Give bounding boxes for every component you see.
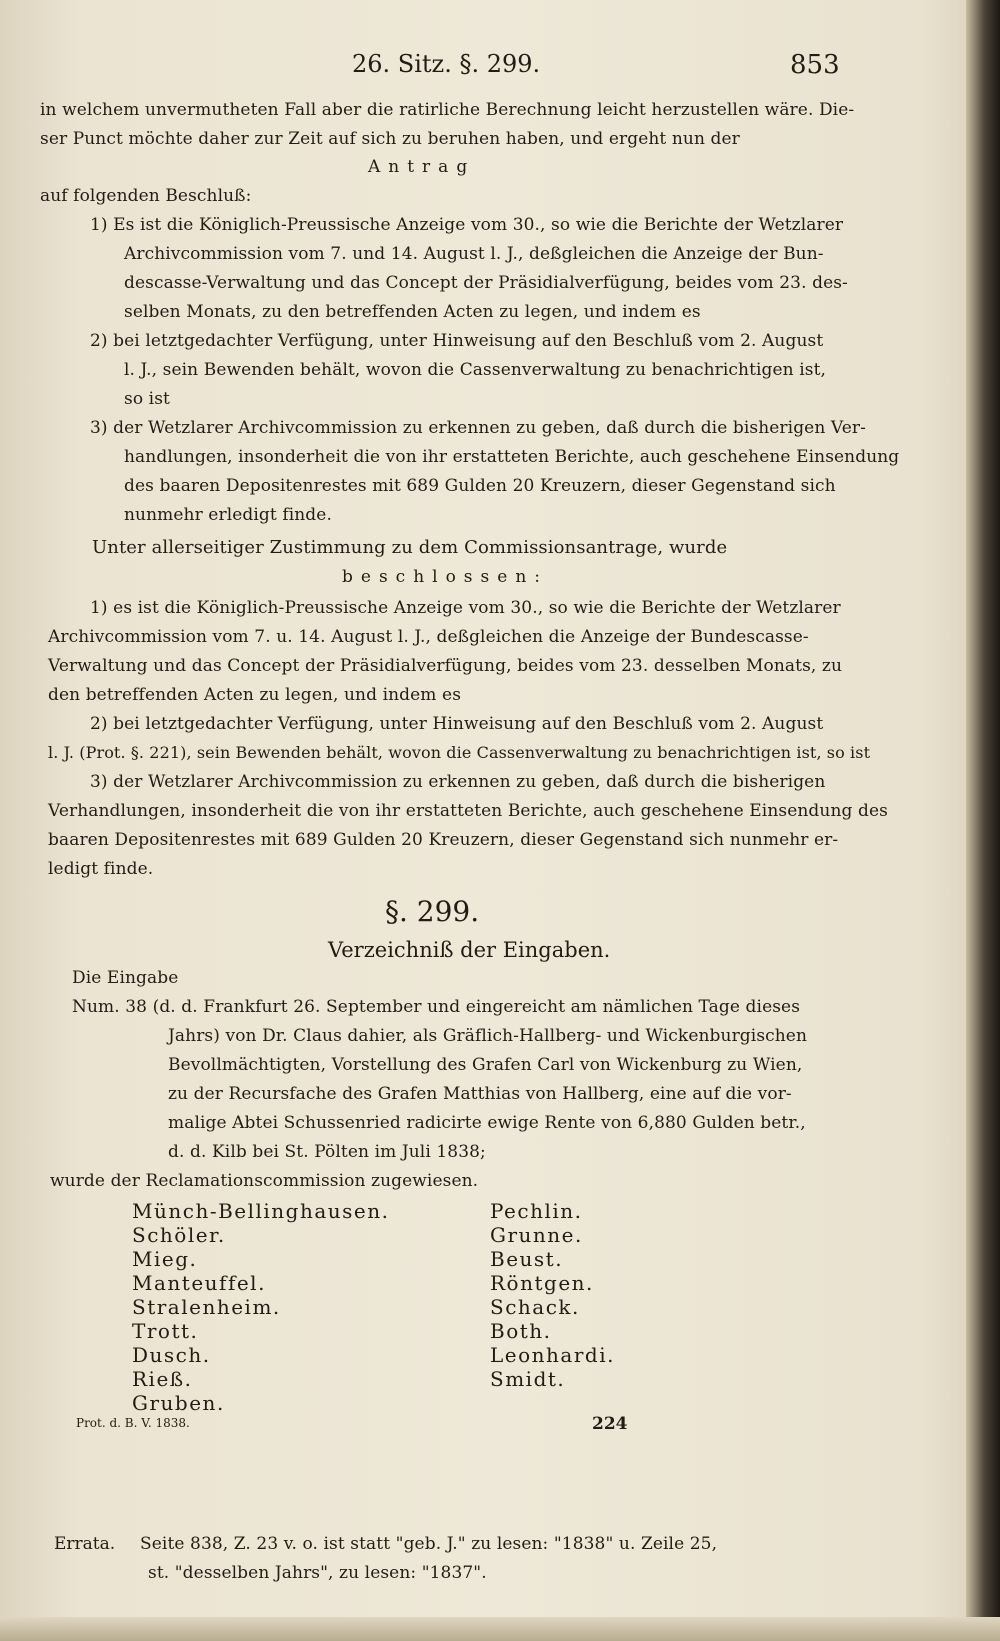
text-line: wurde der Reclamationscommission zugewiesen.: [50, 1171, 479, 1191]
text-line: zu der Recursfache des Grafen Matthias von Hallberg, eine auf die vor-: [168, 1084, 792, 1104]
signatory-name: Münch-Bellinghausen.: [132, 1199, 390, 1223]
text-line: den betreffenden Acten zu legen, und indem es: [48, 685, 462, 705]
text-line: Archivcommission vom 7. und 14. August l. J., deßgleichen die Anzeige der Bun-: [124, 244, 824, 264]
signatory-name: Gruben.: [132, 1391, 225, 1415]
signatory-name: Mieg.: [132, 1247, 198, 1271]
text-line: nunmehr erledigt finde.: [124, 505, 332, 525]
page-edge-shadow: [966, 0, 1000, 1641]
errata-line: Seite 838, Z. 23 v. o. ist statt "geb. J." zu lesen: "1838" u. Zeile 25,: [140, 1534, 718, 1554]
signatory-name: Trott.: [132, 1319, 199, 1343]
signatory-name: Rieß.: [132, 1367, 193, 1391]
text-line: 1) es ist die Königlich-Preussische Anzeige vom 30., so wie die Berichte der Wetzlarer: [90, 598, 841, 618]
text-line: handlungen, insonderheit die von ihr erstatteten Berichte, auch geschehene Einsendung: [124, 447, 900, 467]
signatory-name: Both.: [490, 1319, 552, 1343]
signatory-name: Leonhardi.: [490, 1343, 615, 1367]
signatory-name: Schöler.: [132, 1223, 226, 1247]
signatory-name: Röntgen.: [490, 1271, 594, 1295]
running-header-section: 26. Sitz. §. 299.: [352, 50, 541, 78]
signatory-name: Grunne.: [490, 1223, 583, 1247]
text-line: Unter allerseitiger Zustimmung zu dem Commissionsantrage, wurde: [92, 537, 728, 558]
page-number: 853: [790, 50, 840, 80]
text-line: baaren Depositenrestes mit 689 Gulden 20 Kreuzern, dieser Gegenstand sich nunmehr er-: [48, 830, 839, 850]
text-line: l. J., sein Bewenden behält, wovon die Cassenverwaltung zu benachrichtigen ist,: [124, 360, 827, 380]
signatory-name: Dusch.: [132, 1343, 211, 1367]
signatory-name: Schack.: [490, 1295, 580, 1319]
text-line: Verhandlungen, insonderheit die von ihr erstatteten Berichte, auch geschehene Einsendung des: [48, 801, 888, 821]
text-line: d. d. Kilb bei St. Pölten im Juli 1838;: [168, 1142, 486, 1162]
sheet-number: 224: [592, 1414, 628, 1434]
section-paragraph-number: §. 299.: [385, 895, 480, 928]
text-line: in welchem unvermutheten Fall aber die ratirliche Berechnung leicht herzustellen wäre. Die-: [40, 100, 855, 120]
text-line: 2) bei letztgedachter Verfügung, unter Hinweisung auf den Beschluß vom 2. August: [90, 331, 824, 351]
text-line: l. J. (Prot. §. 221), sein Bewenden behält, wovon die Cassenverwaltung zu benachrichtigen ist, so ist: [48, 743, 871, 762]
text-line: ledigt finde.: [48, 859, 154, 879]
text-line: Jahrs) von Dr. Claus dahier, als Gräflich-Hallberg- und Wickenburgischen: [168, 1026, 808, 1046]
footer-signature-mark: Prot. d. B. V. 1838.: [76, 1416, 190, 1430]
errata-label: Errata.: [54, 1534, 116, 1554]
text-line: des baaren Depositenrestes mit 689 Gulden 20 Kreuzern, dieser Gegenstand sich: [124, 476, 836, 496]
text-line: Verwaltung und das Concept der Präsidialverfügung, beides vom 23. desselben Monats, zu: [48, 656, 843, 676]
signatory-name: Stralenheim.: [132, 1295, 281, 1319]
text-line: 2) bei letztgedachter Verfügung, unter Hinweisung auf den Beschluß vom 2. August: [90, 714, 824, 734]
text-line: 3) der Wetzlarer Archivcommission zu erkennen zu geben, daß durch die bisherigen: [90, 772, 826, 792]
text-line: Archivcommission vom 7. u. 14. August l. J., deßgleichen die Anzeige der Bundescasse-: [48, 627, 809, 647]
text-line: malige Abtei Schussenried radicirte ewige Rente von 6,880 Gulden betr.,: [168, 1113, 806, 1133]
text-line: 1) Es ist die Königlich-Preussische Anzeige vom 30., so wie die Berichte der Wetzlarer: [90, 215, 844, 235]
antrag-heading: Antrag: [368, 157, 476, 177]
section-title: Verzeichniß der Eingaben.: [328, 938, 611, 962]
text-line: Num. 38 (d. d. Frankfurt 26. September und eingereicht am nämlichen Tage dieses: [72, 997, 801, 1017]
text-line: Bevollmächtigten, Vorstellung des Grafen Carl von Wickenburg zu Wien,: [168, 1055, 803, 1075]
signatory-name: Manteuffel.: [132, 1271, 266, 1295]
text-line: ser Punct möchte daher zur Zeit auf sich zu beruhen haben, und ergeht nun der: [40, 129, 740, 149]
signatory-name: Beust.: [490, 1247, 564, 1271]
text-line: Die Eingabe: [72, 968, 179, 988]
text-line: auf folgenden Beschluß:: [40, 186, 252, 206]
text-line: so ist: [124, 389, 170, 409]
errata-line: st. "desselben Jahrs", zu lesen: "1837".: [148, 1563, 487, 1583]
beschlossen-heading: beschlossen:: [342, 567, 548, 587]
signatory-name: Pechlin.: [490, 1199, 583, 1223]
signatory-name: Smidt.: [490, 1367, 566, 1391]
text-line: 3) der Wetzlarer Archivcommission zu erkennen zu geben, daß durch die bisherigen Ver-: [90, 418, 866, 438]
page-bottom-edge: [0, 1617, 1000, 1641]
text-line: selben Monats, zu den betreffenden Acten zu legen, und indem es: [124, 302, 701, 322]
text-line: descasse-Verwaltung und das Concept der Präsidialverfügung, beides vom 23. des-: [124, 273, 848, 293]
